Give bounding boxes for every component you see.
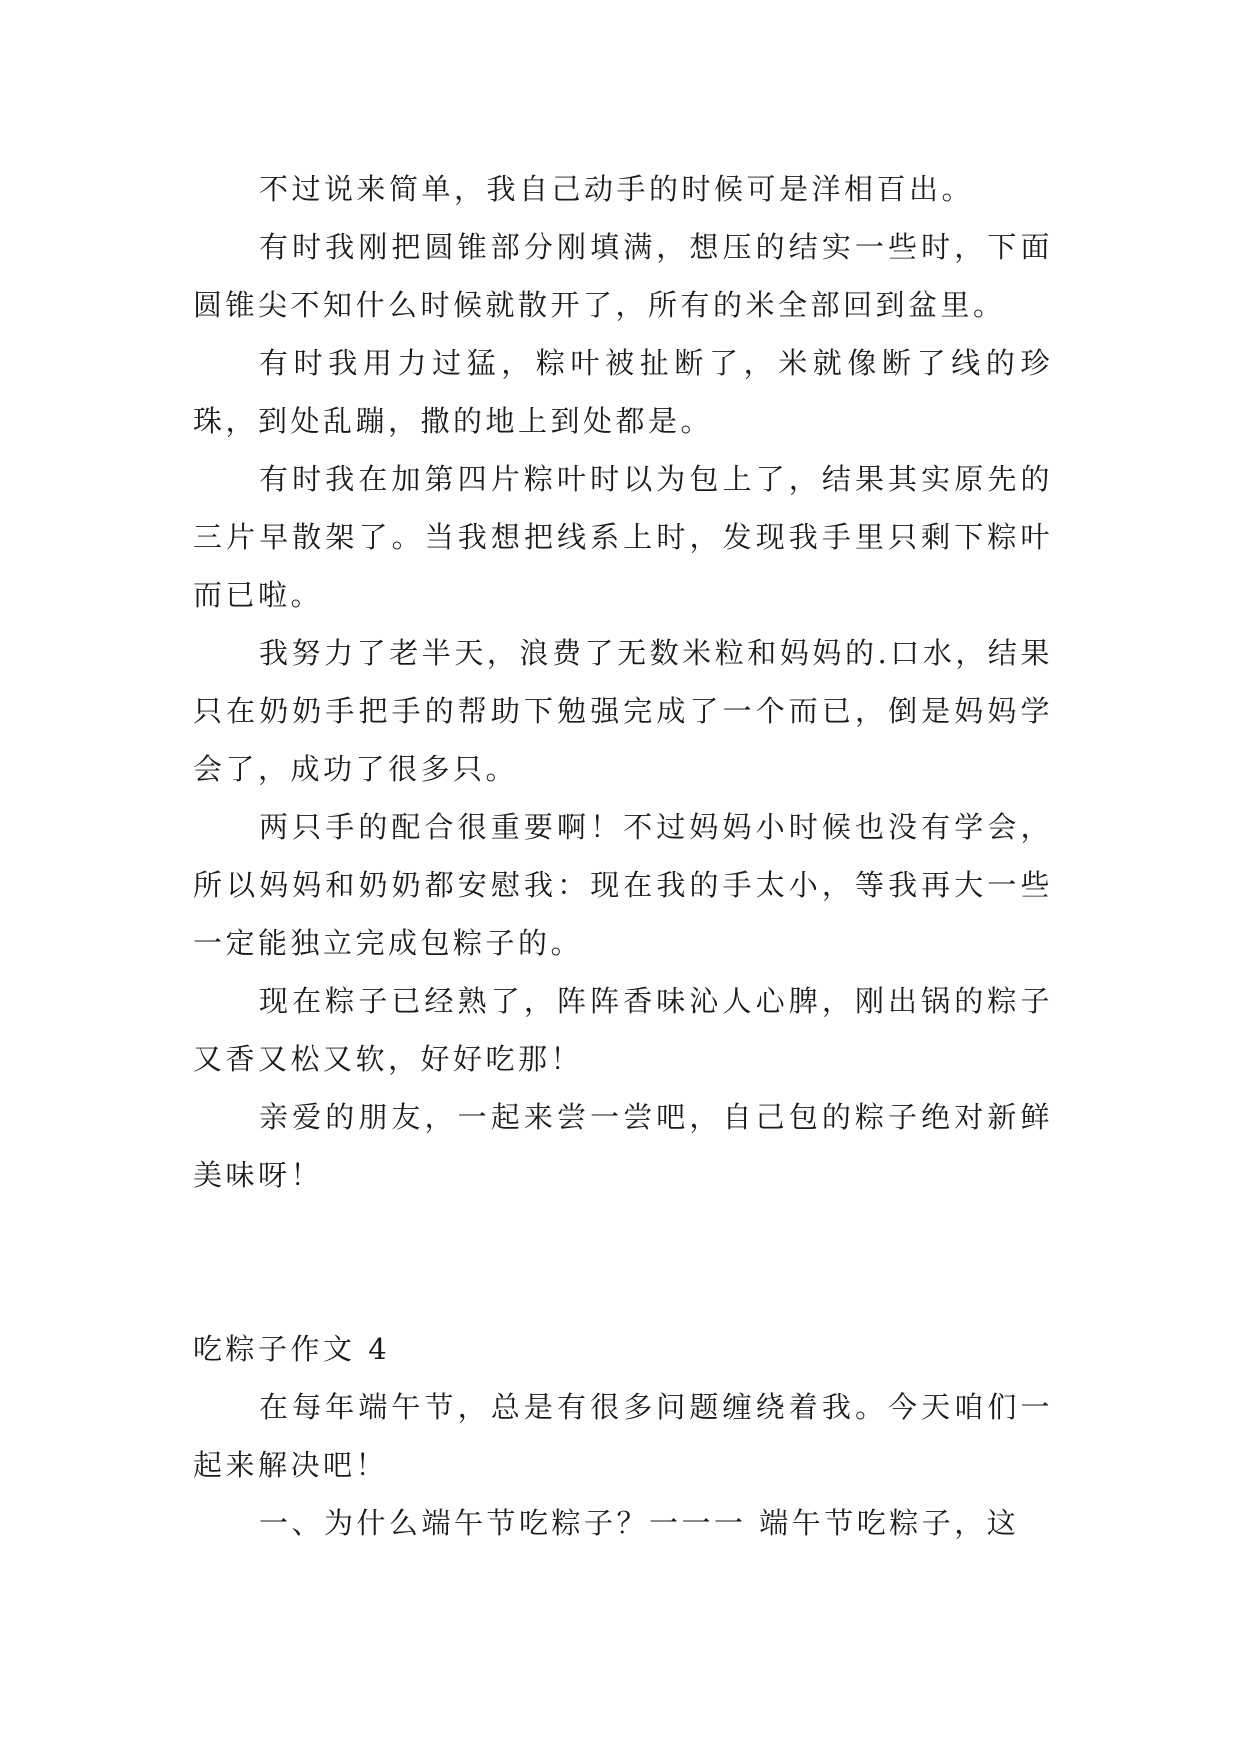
paragraph: 两只手的配合很重要啊！不过妈妈小时候也没有学会，所以妈妈和奶奶都安慰我：现在我的手太小，等我再大一些一定能独立完成包粽子的。 [193, 810, 1053, 960]
paragraph: 现在粽子已经熟了，阵阵香味沁人心脾，刚出锅的粽子又香又松又软，好好吃那！ [193, 984, 1053, 1076]
paragraph: 有时我用力过猛，粽叶被扯断了，米就像断了线的珍珠，到处乱蹦，撒的地上到处都是。 [193, 346, 1053, 438]
paragraph: 一、为什么端午节吃粽子？一一一 端午节吃粽子，这 [259, 1506, 1020, 1540]
document-body [193, 160, 1053, 1552]
paragraph: 不过说来简单，我自己动手的时候可是洋相百出。 [259, 172, 975, 206]
paragraph: 有时我刚把圆锥部分刚填满，想压的结实一些时，下面圆锥尖不知什么时候就散开了，所有的米全部回到盆里。 [193, 230, 1053, 322]
section-spacer [193, 1204, 1053, 1320]
paragraph: 亲爱的朋友，一起来尝一尝吧，自己包的粽子绝对新鲜美味呀！ [193, 1100, 1053, 1192]
paragraph: 有时我在加第四片粽叶时以为包上了，结果其实原先的三片早散架了。当我想把线系上时，发现我手里只剩下粽叶而已啦。 [193, 462, 1053, 612]
paragraph: 在每年端午节，总是有很多问题缠绕着我。今天咱们一起来解决吧！ [193, 1390, 1053, 1482]
paragraph: 我努力了老半天，浪费了无数米粒和妈妈的.口水，结果只在奶奶手把手的帮助下勉强完成了一个而已，倒是妈妈学会了，成功了很多只。 [193, 636, 1053, 786]
section-title: 吃粽子作文 4 [193, 1332, 391, 1366]
